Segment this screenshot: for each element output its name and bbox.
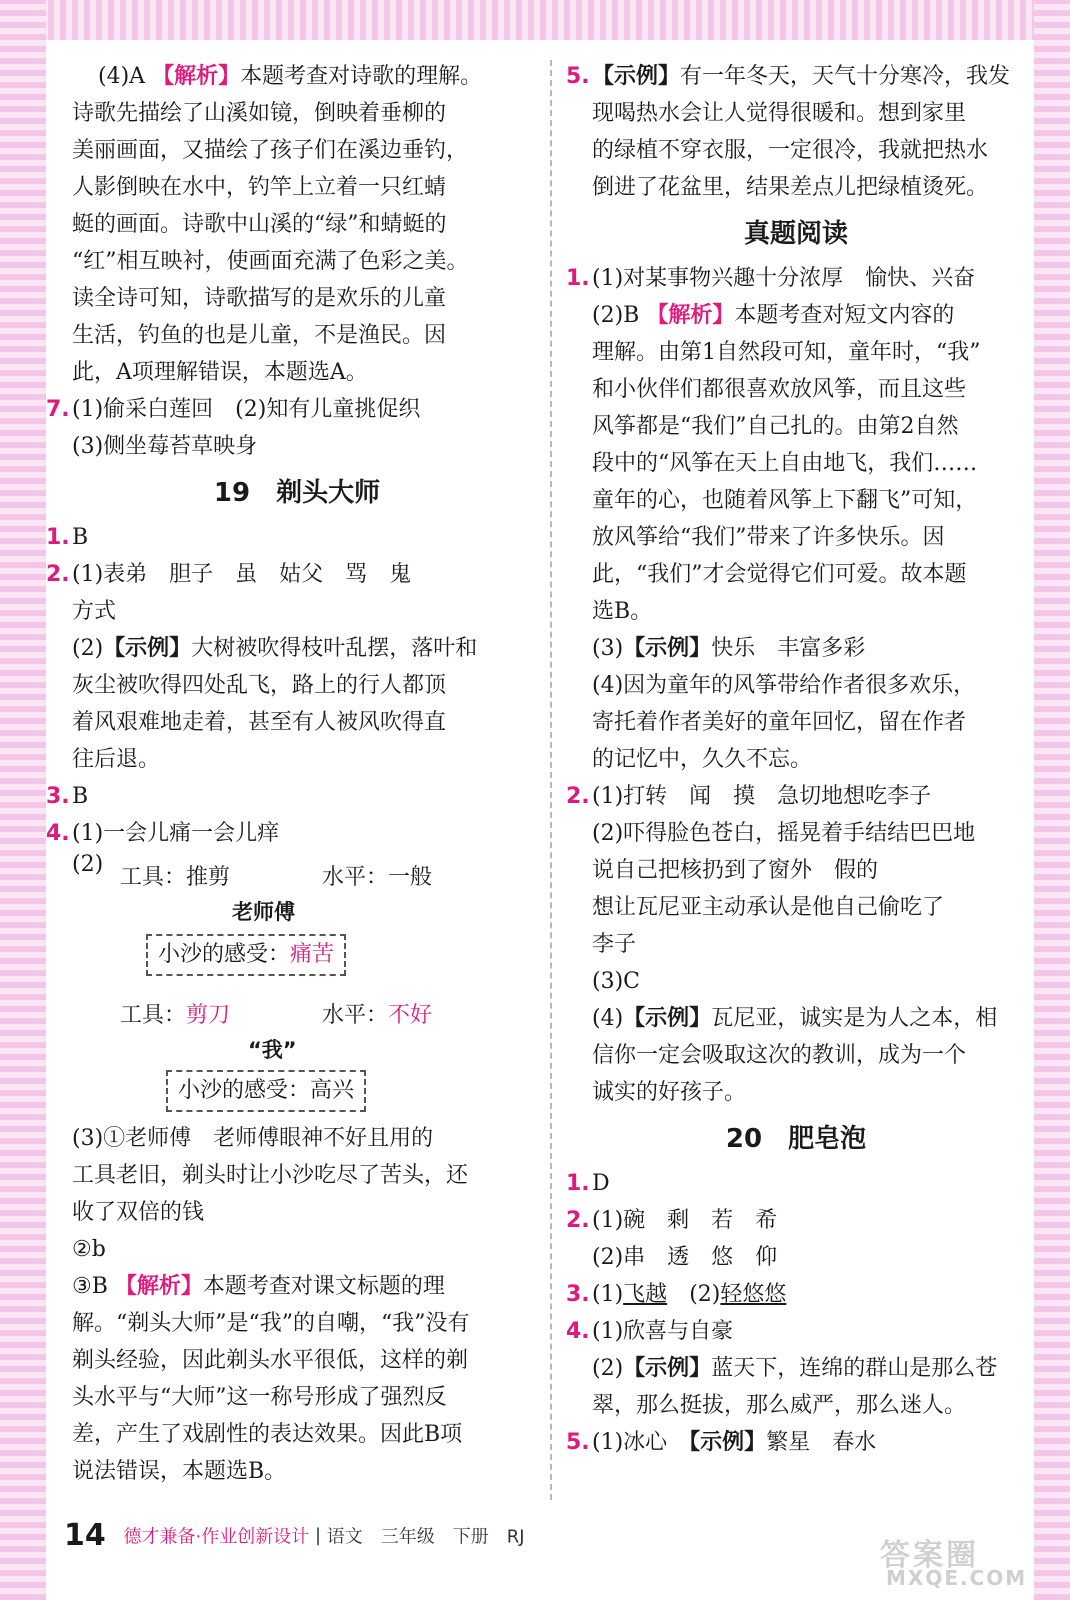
answer-line: 剃头经验，因此剃头水平很低，这样的剃 [72, 1348, 469, 1373]
answer-line: 翠，那么挺拔，那么威严，那么迷人。 [592, 1393, 967, 1418]
reading-question-2: 2. (1)打转 闻 摸 急切地想吃李子 [566, 784, 932, 809]
answer-line: (2)B 【解析】本题考查对短文内容的 [592, 303, 955, 328]
answer-line: ②b [72, 1237, 106, 1262]
answer-line: 说自己把核扔到了窗外 假的 [592, 858, 879, 883]
question-1: 1. D [566, 1171, 610, 1196]
question-1: 1. B [46, 525, 89, 550]
answer-line: (3)侧坐莓苔草映身 [72, 434, 258, 459]
question-2: 2. (1)表弟 胆子 虽 姑父 骂 鬼 [46, 562, 412, 587]
answer-line: (3)【示例】快乐 丰富多彩 [592, 636, 866, 661]
page-number: 14 [64, 1518, 106, 1553]
answer-line: (2)串 透 悠 仰 [592, 1245, 778, 1270]
answer-line: 工具老旧，剃头时让小沙吃尽了苦头，还 [72, 1163, 469, 1188]
level-label-1: 水平：一般 [322, 865, 433, 890]
answer-line: 头水平与“大师”这一称号形成了强烈反 [72, 1385, 447, 1410]
answer-line: 解。“剃头大师”是“我”的自嘲，“我”没有 [72, 1311, 470, 1336]
answer-line: 收了双倍的钱 [72, 1200, 205, 1225]
answer-line: (3)①老师傅 老师傅眼神不好且用的 [72, 1126, 434, 1151]
answer-line: (3)C [592, 969, 640, 994]
answer-line: (4)因为童年的风筝带给作者很多欢乐， [592, 673, 976, 698]
answer-line: 生活，钓鱼的也是儿童，不是渔民。因 [72, 323, 447, 348]
question-4: 4. (1)欣喜与自豪 [566, 1319, 734, 1344]
watermark-url: MXQE.COM [886, 1566, 1028, 1590]
answer-line: 倒进了花盆里，结果差点儿把绿植烫死。 [592, 175, 989, 200]
answer-line: 诚实的好孩子。 [592, 1080, 747, 1105]
answer-line: 选B。 [592, 599, 653, 624]
answer-line: 李子 [592, 932, 637, 957]
feeling-box-1: 小沙的感受：痛苦 [146, 934, 346, 976]
question-2: 2. (1)碗 剩 若 希 [566, 1208, 778, 1233]
answer-line: 差，产生了戏剧性的表达效果。因此B项 [72, 1422, 463, 1447]
question-7: 7. (1)偷采白莲回 (2)知有儿童挑促织 [46, 397, 421, 422]
watermark-logo: 答案圈 [880, 1538, 979, 1573]
decorative-border-left [0, 0, 46, 1600]
answer-line: 想让瓦尼亚主动承认是他自己偷吃了 [592, 895, 945, 920]
right-column [566, 58, 1026, 1461]
person-label-2: “我” [248, 1038, 297, 1062]
answer-line: 人影倒映在水中，钓竿上立着一只红蜻 [72, 175, 447, 200]
answer-line: 此，“我们”才会觉得它们可爱。故本题 [592, 562, 967, 587]
answer-line: 放风筝给“我们”带来了许多快乐。因 [592, 525, 945, 550]
answer-line: ③B 【解析】本题考查对课文标题的理 [72, 1274, 445, 1299]
book-title: 德才兼备·作业创新设计 [123, 1526, 310, 1548]
answer-line: 段中的“风筝在天上自由地飞，我们…… [592, 451, 978, 476]
answer-line: (2)【示例】大树被吹得枝叶乱摆，落叶和 [72, 636, 478, 661]
answer-line: 童年的心，也随着风筝上下翻飞”可知， [592, 488, 978, 513]
comparison-diagram [72, 852, 522, 1120]
reading-question-1: 1. (1)对某事物兴趣十分浓厚 愉快、兴奋 [566, 266, 976, 291]
answer-line: (2)【示例】蓝天下，连绵的群山是那么苍 [592, 1356, 998, 1381]
section-title-20: 20 肥皂泡 [725, 1124, 867, 1154]
page-footer [64, 1518, 525, 1553]
answer-line: 读全诗可知，诗歌描写的是欢乐的儿童 [72, 286, 447, 311]
answer-line: 诗歌先描绘了山溪如镜，倒映着垂柳的 [72, 101, 447, 126]
diagram-part-label: (2) [72, 852, 104, 877]
book-info: 语文 三年级 下册 RJ [326, 1526, 525, 1548]
left-column [46, 58, 522, 1490]
answer-line: 往后退。 [72, 747, 161, 772]
decorative-border-right [1034, 0, 1070, 1600]
answer-line: 的记忆中，久久不忘。 [592, 747, 813, 772]
section-title-reading: 真题阅读 [743, 219, 848, 249]
answer-line: 说法错误，本题选B。 [72, 1459, 287, 1484]
answer-line: “红”相互映衬，使画面充满了色彩之美。 [72, 249, 469, 274]
answer-line: 蜓的画面。诗歌中山溪的“绿”和蜻蜓的 [72, 212, 447, 237]
answer-line: 的绿植不穿衣服，一定很冷，我就把热水 [592, 138, 989, 163]
tool-label-1: 工具：推剪 [120, 865, 231, 890]
answer-line: (4)【示例】瓦尼亚，诚实是为人之本，相 [592, 1006, 998, 1031]
question-4: 4. (1)一会儿痛一会儿痒 [46, 821, 280, 846]
answer-line: 和小伙伴们都很喜欢放风筝，而且这些 [592, 377, 967, 402]
tool-label-2: 工具：剪刀 [120, 1003, 231, 1028]
answer-line: 现喝热水会让人觉得很暖和。想到家里 [592, 101, 967, 126]
answer-line: 寄托着作者美好的童年回忆，留在作者 [592, 710, 967, 735]
question-3: 3. (1)飞越 (2)轻悠悠 [566, 1282, 787, 1307]
answer-line: 美丽画面，又描绘了孩子们在溪边垂钓， [72, 138, 469, 163]
level-label-2: 水平：不好 [322, 1003, 433, 1028]
answer-line: 风筝都是“我们”自己扎的。由第2自然 [592, 414, 959, 439]
answer-line: 信你一定会吸取这次的教训，成为一个 [592, 1043, 967, 1068]
person-label-1: 老师傅 [232, 900, 295, 924]
answer-line: 此，A项理解错误，本题选A。 [72, 360, 368, 385]
answer-line: 理解。由第1自然段可知，童年时，“我” [592, 340, 981, 365]
footer-separator: | [314, 1525, 322, 1546]
decorative-border-top [0, 0, 1070, 40]
section-title-19: 19 剃头大师 [213, 478, 381, 508]
question-5: 5. (1)冰心 【示例】繁星 春水 [566, 1430, 877, 1455]
answer-line: 着风艰难地走着，甚至有人被风吹得直 [72, 710, 447, 735]
answer-line: (4)A 【解析】本题考查对诗歌的理解。 [98, 64, 483, 89]
question-5: 5. 【示例】有一年冬天，天气十分寒冷，我发 [566, 64, 1011, 89]
feeling-box-2: 小沙的感受：高兴 [166, 1070, 366, 1112]
question-3: 3. B [46, 784, 89, 809]
answer-line: 灰尘被吹得四处乱飞，路上的行人都顶 [72, 673, 447, 698]
answer-line: (2)吓得脸色苍白，摇晃着手结结巴巴地 [592, 821, 976, 846]
answer-line: 方式 [72, 599, 117, 624]
column-divider [550, 60, 552, 1500]
